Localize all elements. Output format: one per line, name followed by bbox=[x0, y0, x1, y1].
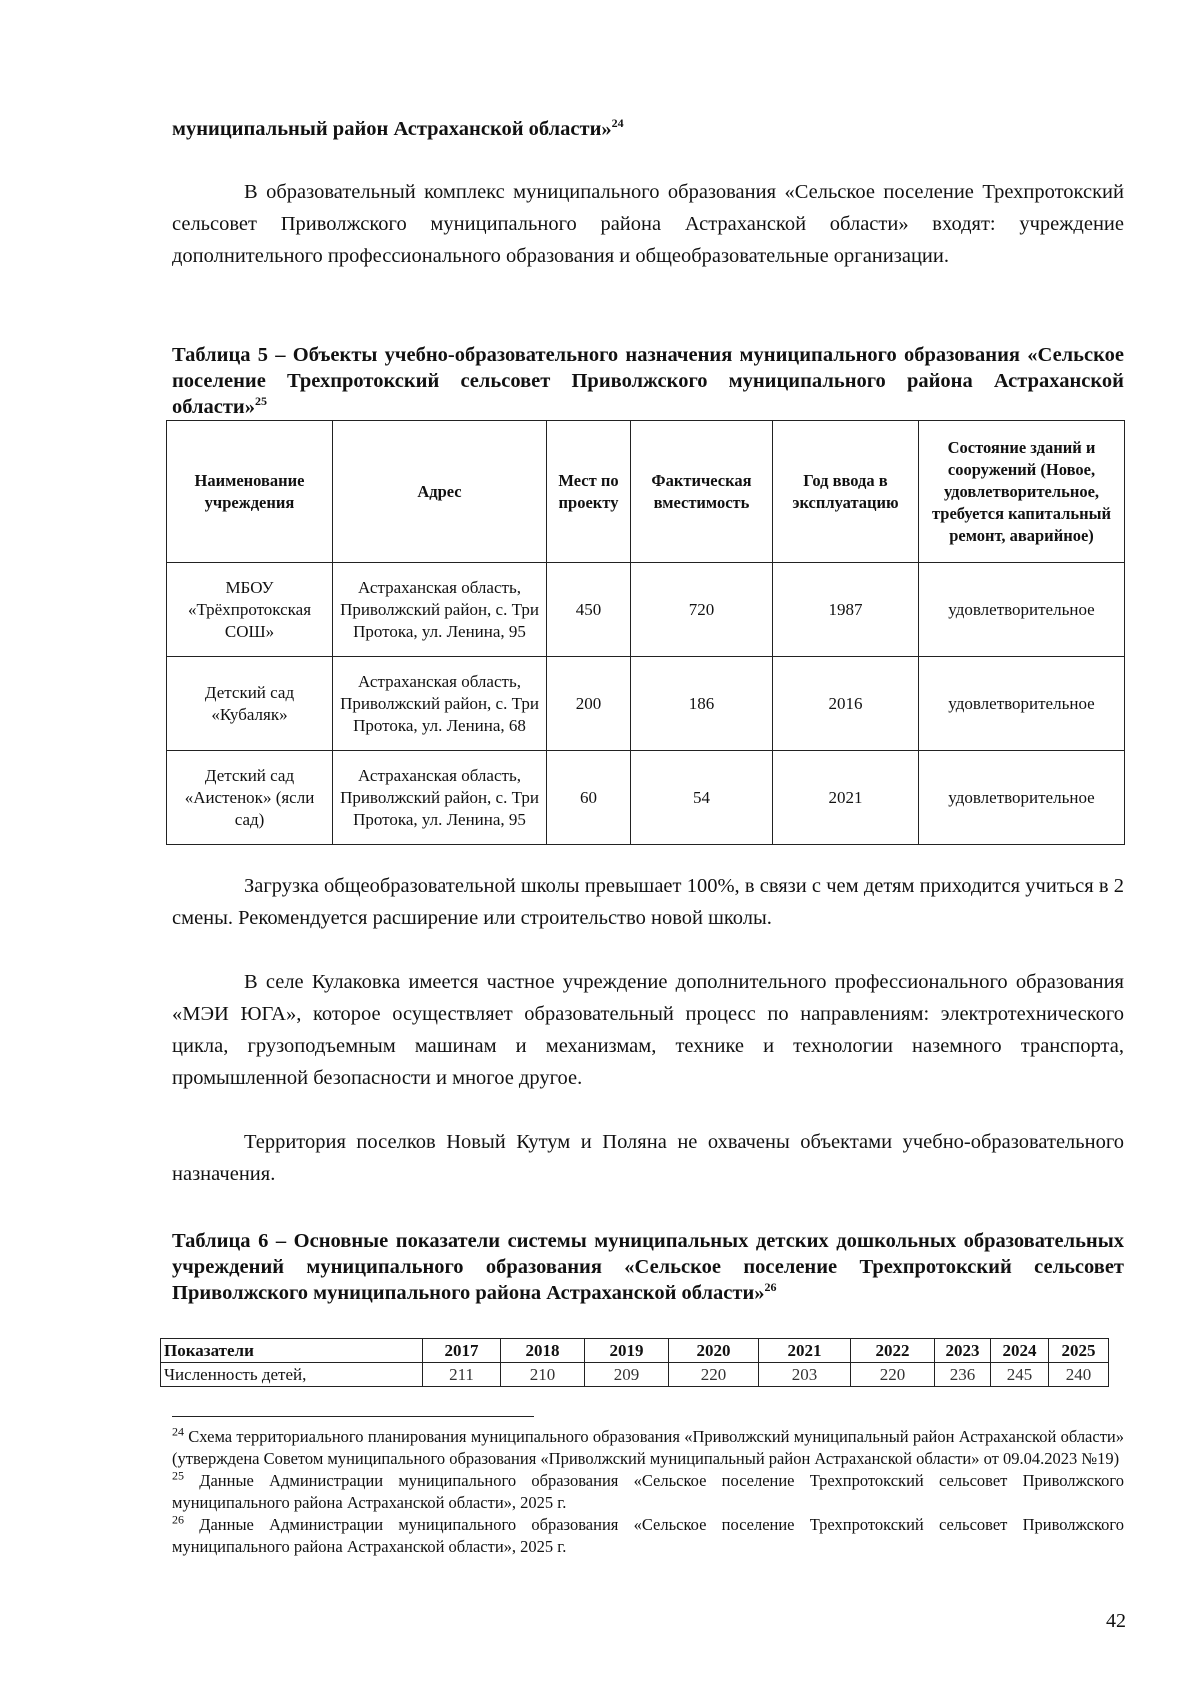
footnote-ref-24: 24 bbox=[611, 116, 624, 131]
table5-header-row bbox=[167, 421, 1125, 563]
footnote-ref-26: 26 bbox=[764, 1280, 777, 1295]
footnote-24: $^{24}$ Схема территориального планирования муниципального образования «Приволжский муниципальный район Астраханской области» (утверждена Советом муниципального образования «Приволжский муниципальный район Астраханской области» от 09.04.2023 №19) bbox=[172, 1424, 1124, 1468]
table-cell: 220 bbox=[669, 1363, 759, 1387]
table5-header: Фактическая вместимость bbox=[631, 421, 773, 563]
table5 bbox=[166, 420, 1125, 845]
table5-header: Состояние зданий и сооружений (Новое, удовлетворительное, требуется капитальный ремонт, аварийное) bbox=[919, 421, 1125, 563]
table6-header: 2017 bbox=[423, 1339, 501, 1363]
table-cell: 211 bbox=[423, 1363, 501, 1387]
table-row bbox=[167, 751, 1125, 845]
table-cell: Детский сад «Аистенок» (ясли сад) bbox=[167, 751, 333, 845]
footnote-25: $^{25}$ Данные Администрации муниципального образования «Сельское поселение Трехпротокский сельсовет Приволжского муниципального района Астраханской области», 2025 г. bbox=[172, 1468, 1124, 1512]
table-cell: удовлетворительное bbox=[919, 751, 1125, 845]
table-cell: 236 bbox=[935, 1363, 991, 1387]
table-cell: 209 bbox=[585, 1363, 669, 1387]
table6 bbox=[160, 1338, 1109, 1387]
table-cell: Астраханская область, Приволжский район, с. Три Протока, ул. Ленина, 68 bbox=[333, 657, 547, 751]
table6-header: 2022 bbox=[851, 1339, 935, 1363]
table-cell: Астраханская область, Приволжский район, с. Три Протока, ул. Ленина, 95 bbox=[333, 563, 547, 657]
table-cell: 450 bbox=[547, 563, 631, 657]
table6-caption bbox=[172, 1228, 1124, 1306]
table-cell: 220 bbox=[851, 1363, 935, 1387]
table-cell: 210 bbox=[501, 1363, 585, 1387]
table6-header: Показатели bbox=[161, 1339, 423, 1363]
table-cell: МБОУ «Трёхпротокская СОШ» bbox=[167, 563, 333, 657]
table6-header: 2020 bbox=[669, 1339, 759, 1363]
footnote-separator bbox=[172, 1416, 534, 1417]
table-cell: 203 bbox=[759, 1363, 851, 1387]
table-cell: 200 bbox=[547, 657, 631, 751]
table-cell: 186 bbox=[631, 657, 773, 751]
table-row bbox=[161, 1363, 1109, 1387]
table6-header: 2021 bbox=[759, 1339, 851, 1363]
table6-header: 2019 bbox=[585, 1339, 669, 1363]
table-row bbox=[167, 657, 1125, 751]
page-number: 42 bbox=[1106, 1610, 1126, 1632]
table-cell: Численность детей, bbox=[161, 1363, 423, 1387]
table6-header: 2023 bbox=[935, 1339, 991, 1363]
table-cell: удовлетворительное bbox=[919, 563, 1125, 657]
footnotes bbox=[172, 1426, 1124, 1558]
table5-header: Мест по проекту bbox=[547, 421, 631, 563]
table-cell: 2016 bbox=[773, 657, 919, 751]
table6-header: 2025 bbox=[1049, 1339, 1109, 1363]
table-cell: 54 bbox=[631, 751, 773, 845]
table5-header: Наименование учреждения bbox=[167, 421, 333, 563]
table-cell: 60 bbox=[547, 751, 631, 845]
section-heading-text: муниципальный район Астраханской области» bbox=[172, 118, 612, 140]
table-cell: 2021 bbox=[773, 751, 919, 845]
table-cell: удовлетворительное bbox=[919, 657, 1125, 751]
footnote-ref-25: 25 bbox=[254, 394, 267, 409]
paragraph-territory: Территория поселков Новый Кутум и Поляна не охвачены объектами учебно-образовательного назначения. bbox=[172, 1131, 1124, 1185]
table6-header-row bbox=[161, 1339, 1109, 1363]
table5-header: Адрес bbox=[333, 421, 547, 563]
table5-caption-text: Таблица 5 – Объекты учебно-образовательного назначения муниципального образования «Сельское поселение Трехпротокский сельсовет Приволжского муниципального района Астраханской области» bbox=[172, 344, 1124, 418]
intro-paragraph: В образовательный комплекс муниципального образования «Сельское поселение Трехпротокский сельсовет Приволжского муниципального района Астраханской области» входят: учреждение дополнительного профессионального образования и общеобразовательные организации. bbox=[172, 181, 1124, 267]
table-row bbox=[167, 563, 1125, 657]
table-cell: Астраханская область, Приволжский район, с. Три Протока, ул. Ленина, 95 bbox=[333, 751, 547, 845]
table5-header: Год ввода в эксплуатацию bbox=[773, 421, 919, 563]
table-cell: 245 bbox=[991, 1363, 1049, 1387]
table6-header: 2024 bbox=[991, 1339, 1049, 1363]
table-cell: 1987 bbox=[773, 563, 919, 657]
section-heading bbox=[172, 116, 1124, 142]
paragraph-kulakovka: В селе Кулаковка имеется частное учреждение дополнительного профессионального образования «МЭИ ЮГА», которое осуществляет образовательный процесс по направлениям: электротехнического цикла, грузоподъемным машинам и механизмам, технике и технологии наземного транспорта, промышленной безопасности и многое другое. bbox=[172, 971, 1124, 1089]
table-cell: 240 bbox=[1049, 1363, 1109, 1387]
table-cell: 720 bbox=[631, 563, 773, 657]
table6-header: 2018 bbox=[501, 1339, 585, 1363]
table6-caption-text: Таблица 6 – Основные показатели системы муниципальных детских дошкольных образовательных учреждений муниципального образования «Сельское поселение Трехпротокский сельсовет Приволжского муниципального района Астраханской области» bbox=[172, 1230, 1124, 1304]
footnote-26: $^{26}$ Данные Администрации муниципального образования «Сельское поселение Трехпротокский сельсовет Приволжского муниципального района Астраханской области», 2025 г. bbox=[172, 1512, 1124, 1556]
table-cell: Детский сад «Кубаляк» bbox=[167, 657, 333, 751]
table5-caption bbox=[172, 342, 1124, 420]
paragraph-school-load: Загрузка общеобразовательной школы превышает 100%, в связи с чем детям приходится учиться в 2 смены. Рекомендуется расширение или строительство новой школы. bbox=[172, 875, 1124, 929]
